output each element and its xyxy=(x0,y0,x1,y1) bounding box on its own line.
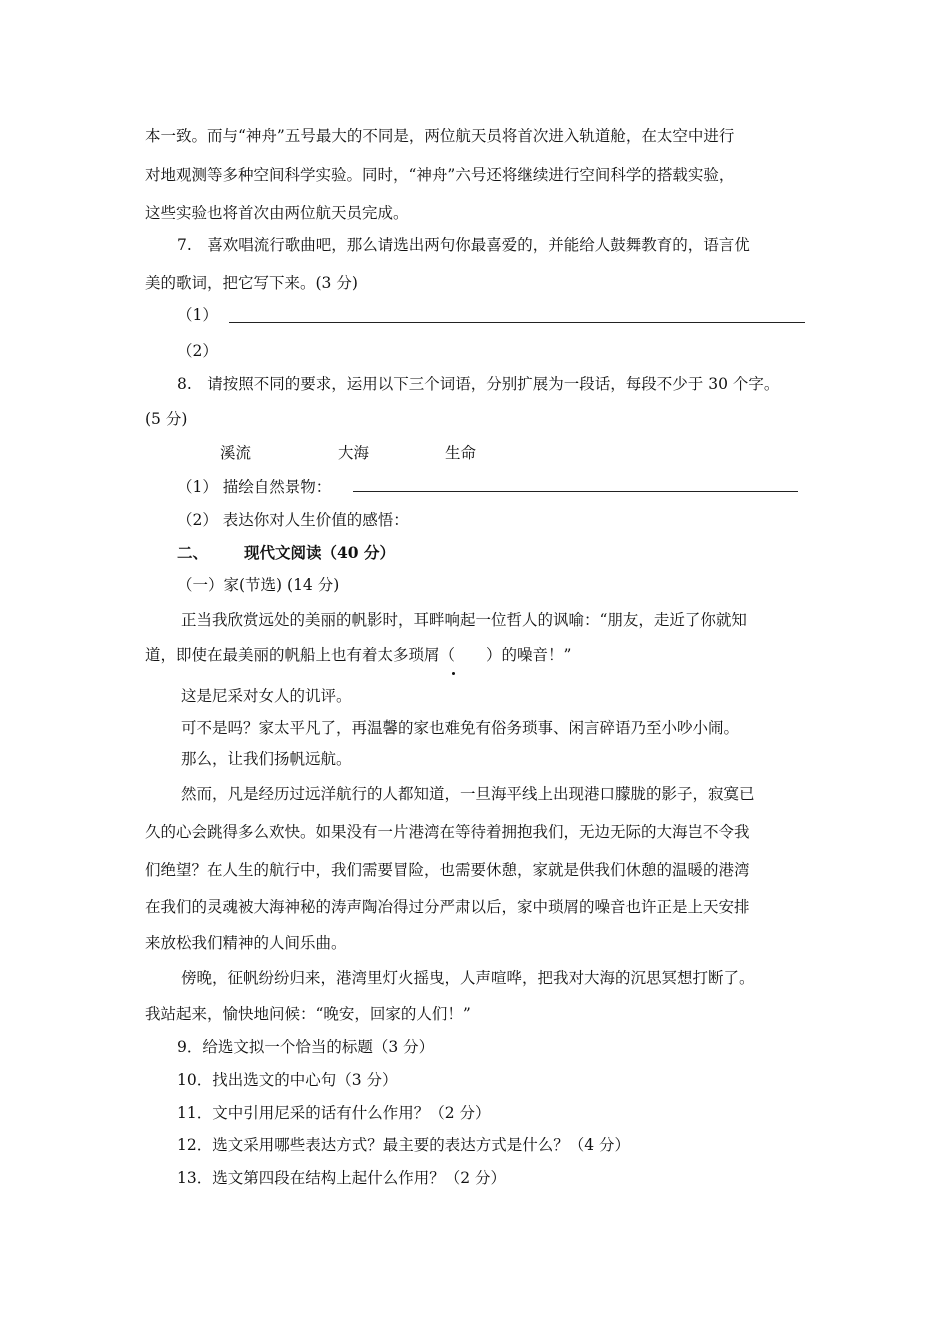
passage-line: 那么，让我们扬帆远航。 xyxy=(181,750,352,768)
word-life: 生命 xyxy=(445,444,477,462)
passage-line: 然而，凡是经历过远洋航行的人都知道，一旦海平线上出现港口朦胧的影子，寂寞已 xyxy=(181,785,755,803)
passage-line: 可不是吗？家太平凡了，再温馨的家也难免有俗务琐事、闲言碎语乃至小吵小闹。 xyxy=(181,719,740,737)
passage-line: 久的心会跳得多么欢快。如果没有一片港湾在等待着拥抱我们，无边无际的大海岂不令我 xyxy=(145,823,750,841)
passage-line: 道，即使在最美丽的帆船上也有着太多琐屑（ ）的噪音！” xyxy=(145,646,572,664)
paragraph-line: 本一致。而与“神舟”五号最大的不同是，两位航天员将首次进入轨道舱，在太空中进行 xyxy=(145,127,735,145)
passage-title: （一）家(节选) (14 分) xyxy=(177,576,340,594)
question-8-points: (5 分) xyxy=(145,410,188,428)
answer-label-1: （1） xyxy=(177,306,218,324)
question-7-cont: 美的歌词，把它写下来。(3 分) xyxy=(145,274,358,292)
passage-line: 在我们的灵魂被大海神秘的涛声陶冶得过分严肃以后，家中琐屑的噪音也许正是上天安排 xyxy=(145,898,750,916)
paragraph-line: 这些实验也将首次由两位航天员完成。 xyxy=(145,204,409,222)
question-13: 13．选文第四段在结构上起什么作用？（2 分） xyxy=(177,1169,507,1187)
question-7: 7. 喜欢唱流行歌曲吧，那么请选出两句你最喜爱的，并能给人鼓舞教育的，语言优 xyxy=(177,236,750,254)
answer-line-nature[interactable] xyxy=(353,491,798,492)
question-10: 10．找出选文的中心句（3 分） xyxy=(177,1071,398,1089)
answer-label-2: （2） xyxy=(177,342,218,360)
section-number: 二、 xyxy=(177,543,209,562)
passage-line: 正当我欣赏远处的美丽的帆影时，耳畔响起一位哲人的讽喻：“朋友，走近了你就知 xyxy=(181,611,747,629)
question-12: 12．选文采用哪些表达方式？最主要的表达方式是什么？（4 分） xyxy=(177,1136,631,1154)
answer-line-1[interactable] xyxy=(229,322,805,323)
passage-line: 我站起来，愉快地问候：“晚安，回家的人们！” xyxy=(145,1005,471,1023)
emphasis-dot xyxy=(452,672,455,675)
paragraph-line: 对地观测等多种空间科学实验。同时，“神舟”六号还将继续进行空间科学的搭载实验， xyxy=(145,166,735,184)
passage-line: 来放松我们精神的人间乐曲。 xyxy=(145,934,347,952)
word-brook: 溪流 xyxy=(220,444,252,462)
question-11: 11．文中引用尼采的话有什么作用？（2 分） xyxy=(177,1104,491,1122)
question-8: 8. 请按照不同的要求，运用以下三个词语，分别扩展为一段话，每段不少于 30 个字。 xyxy=(177,375,780,393)
passage-line: 们绝望？在人生的航行中，我们需要冒险，也需要休憩，家就是供我们休憩的温暖的港湾 xyxy=(145,861,750,879)
passage-line: 傍晚，征帆纷纷归来，港湾里灯火摇曳，人声喧哗，把我对大海的沉思冥想打断了。 xyxy=(181,969,755,987)
passage-line: 这是尼采对女人的讥评。 xyxy=(181,687,352,705)
question-9: 9．给选文拟一个恰当的标题（3 分） xyxy=(177,1038,435,1056)
word-sea: 大海 xyxy=(338,444,370,462)
section-title: 现代文阅读（40 分） xyxy=(244,543,395,562)
sub-question-2: （2） 表达你对人生价值的感悟： xyxy=(177,511,409,529)
sub-question-1: （1） 描绘自然景物： xyxy=(177,478,332,496)
